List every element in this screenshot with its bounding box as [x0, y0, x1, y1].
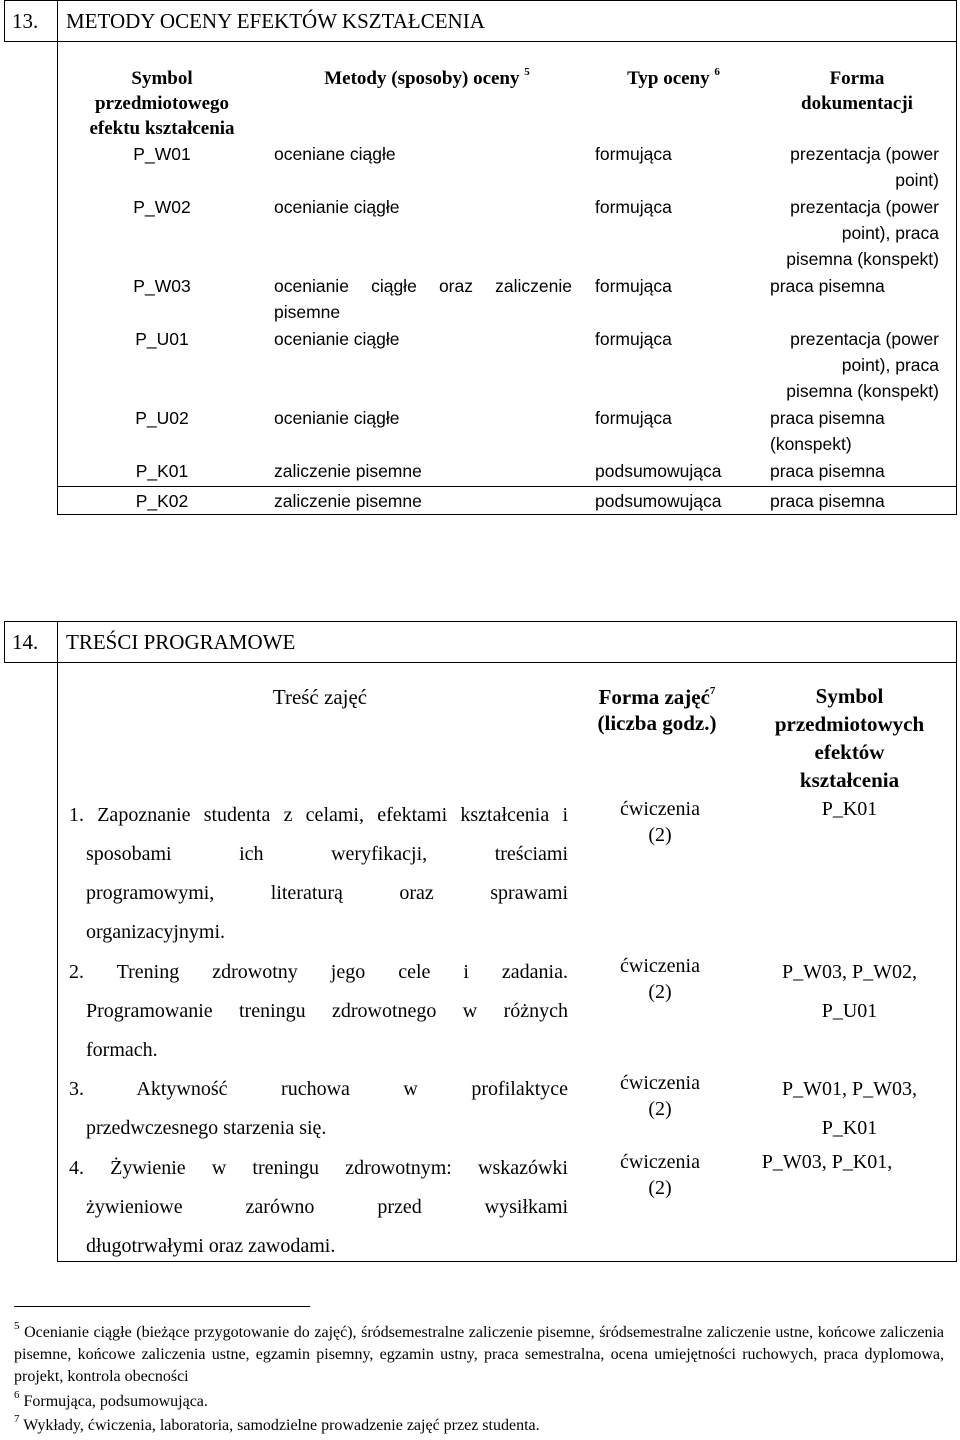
row-method: zaliczenie pisemne — [274, 491, 422, 511]
section-14-number: 14. — [12, 630, 39, 654]
content-item: 1. Zapoznanie studenta z celami, efektami kształcenia i sposobami ich weryfikacji, treściami programowymi, literaturą oraz sprawami organizacyjnymi. — [69, 804, 568, 943]
footnote-7: $^7$ Wykłady, ćwiczenia, laboratoria, samodzielne prowadzenie zajęć przez studenta. — [14, 1412, 540, 1434]
footnote-5: $^5$ Ocenianie ciągłe (bieżące przygotowanie do zajęć), śródsemestralne zaliczenie pisemne, śródsemestralne zaliczenie ustne, końcowe zaliczenia pisemne, końcowe zaliczenia ustne, egzamin pisemny, egzamin ustny, praca semestralna, ocena umiejętności ruchowych, praca dyplomowa, projekt, kontrola obecności — [14, 1319, 944, 1385]
row-symbol: P_K01 — [135, 461, 189, 481]
section-13-title-divider — [57, 0, 58, 42]
row-method: zaliczenie pisemne — [274, 461, 422, 481]
section-13-number: 13. — [12, 9, 39, 33]
header-effect-symbols: Symbol przedmiotowych efektów kształcenia — [774, 684, 925, 792]
footnote-ref-5: 5 — [524, 65, 530, 78]
row-type: formująca — [595, 144, 672, 164]
row-type: formująca — [595, 276, 672, 296]
header-documentation: Forma dokumentacji — [801, 68, 913, 114]
footnote-mark-6: 6 — [14, 1388, 20, 1401]
section-14-title-divider — [57, 621, 58, 663]
effect-symbols: P_W03, P_K01, — [761, 1151, 893, 1173]
row-method: oceniane ciągłe — [274, 144, 396, 164]
header-methods: Metody (sposoby) oceny $^5$ — [324, 65, 530, 89]
row-documentation: praca pisemna — [770, 491, 885, 511]
row-documentation: praca pisemna (konspekt) — [770, 408, 885, 454]
effect-symbols: P_W03, P_W02, P_U01 — [782, 961, 917, 1022]
header-form: Forma zajęć$^7$ (liczba godz.) — [597, 685, 717, 735]
row-type: formująca — [595, 329, 672, 349]
row-documentation: praca pisemna — [770, 461, 885, 481]
row-documentation: prezentacja (power point) — [790, 144, 939, 190]
row-symbol: P_W02 — [133, 197, 191, 217]
content-item: 4. Żywienie w treningu zdrowotnym: wskazówki żywieniowe zarówno przed wysiłkami długotrwałymi oraz zawodami. — [69, 1157, 568, 1257]
section-14-title: TREŚCI PROGRAMOWE — [66, 630, 296, 654]
form-hours: ćwiczenia (2) — [620, 798, 700, 846]
row-method: ocenianie ciągłe — [274, 329, 400, 349]
footnote-separator — [14, 1306, 310, 1307]
row-method: ocenianie ciągłe oraz zaliczenie pisemne — [274, 276, 572, 322]
row-documentation: prezentacja (power point), praca pisemna (konspekt) — [786, 197, 939, 269]
row-type: podsumowująca — [595, 491, 722, 511]
footnote-ref-7: 7 — [709, 685, 716, 697]
form-hours: ćwiczenia (2) — [620, 1072, 700, 1120]
content-item: 3. Aktywność ruchowa w profilaktyce przedwczesnego starzenia się. — [69, 1078, 568, 1139]
footnote-6: $^6$ Formująca, podsumowująca. — [14, 1388, 208, 1410]
row-symbol: P_W03 — [133, 276, 191, 296]
header-symbol: Symbol przedmiotowego efektu kształcenia — [89, 68, 235, 139]
effect-symbols: P_W01, P_W03, P_K01 — [782, 1078, 917, 1139]
header-content: Treść zajęć — [272, 685, 368, 709]
row-documentation: praca pisemna — [770, 276, 885, 296]
form-hours: ćwiczenia (2) — [620, 955, 700, 1003]
footnote-ref-6: 6 — [714, 65, 720, 78]
row-type: podsumowująca — [595, 461, 722, 481]
section-13-title: METODY OCENY EFEKTÓW KSZTAŁCENIA — [66, 9, 485, 33]
header-type: Typ oceny $^6$ — [627, 65, 720, 89]
footnote-mark-5: 5 — [14, 1319, 20, 1332]
content-item: 2. Trening zdrowotny jego cele i zadania. Programowanie treningu zdrowotnego w różnych formach. — [69, 961, 568, 1061]
row-type: formująca — [595, 197, 672, 217]
row-symbol: P_W01 — [133, 144, 191, 164]
row-symbol: P_K02 — [135, 491, 189, 511]
row-symbol: P_U02 — [135, 408, 189, 428]
footnote-mark-7: 7 — [14, 1412, 20, 1425]
row-method: ocenianie ciągłe — [274, 408, 400, 428]
assessment-last-row-line — [57, 486, 957, 487]
effect-symbols: P_K01 — [821, 798, 878, 820]
row-type: formująca — [595, 408, 672, 428]
form-hours: ćwiczenia (2) — [620, 1151, 700, 1199]
row-method: ocenianie ciągłe — [274, 197, 400, 217]
row-documentation: prezentacja (power point), praca pisemna (konspekt) — [786, 329, 939, 401]
row-symbol: P_U01 — [135, 329, 189, 349]
